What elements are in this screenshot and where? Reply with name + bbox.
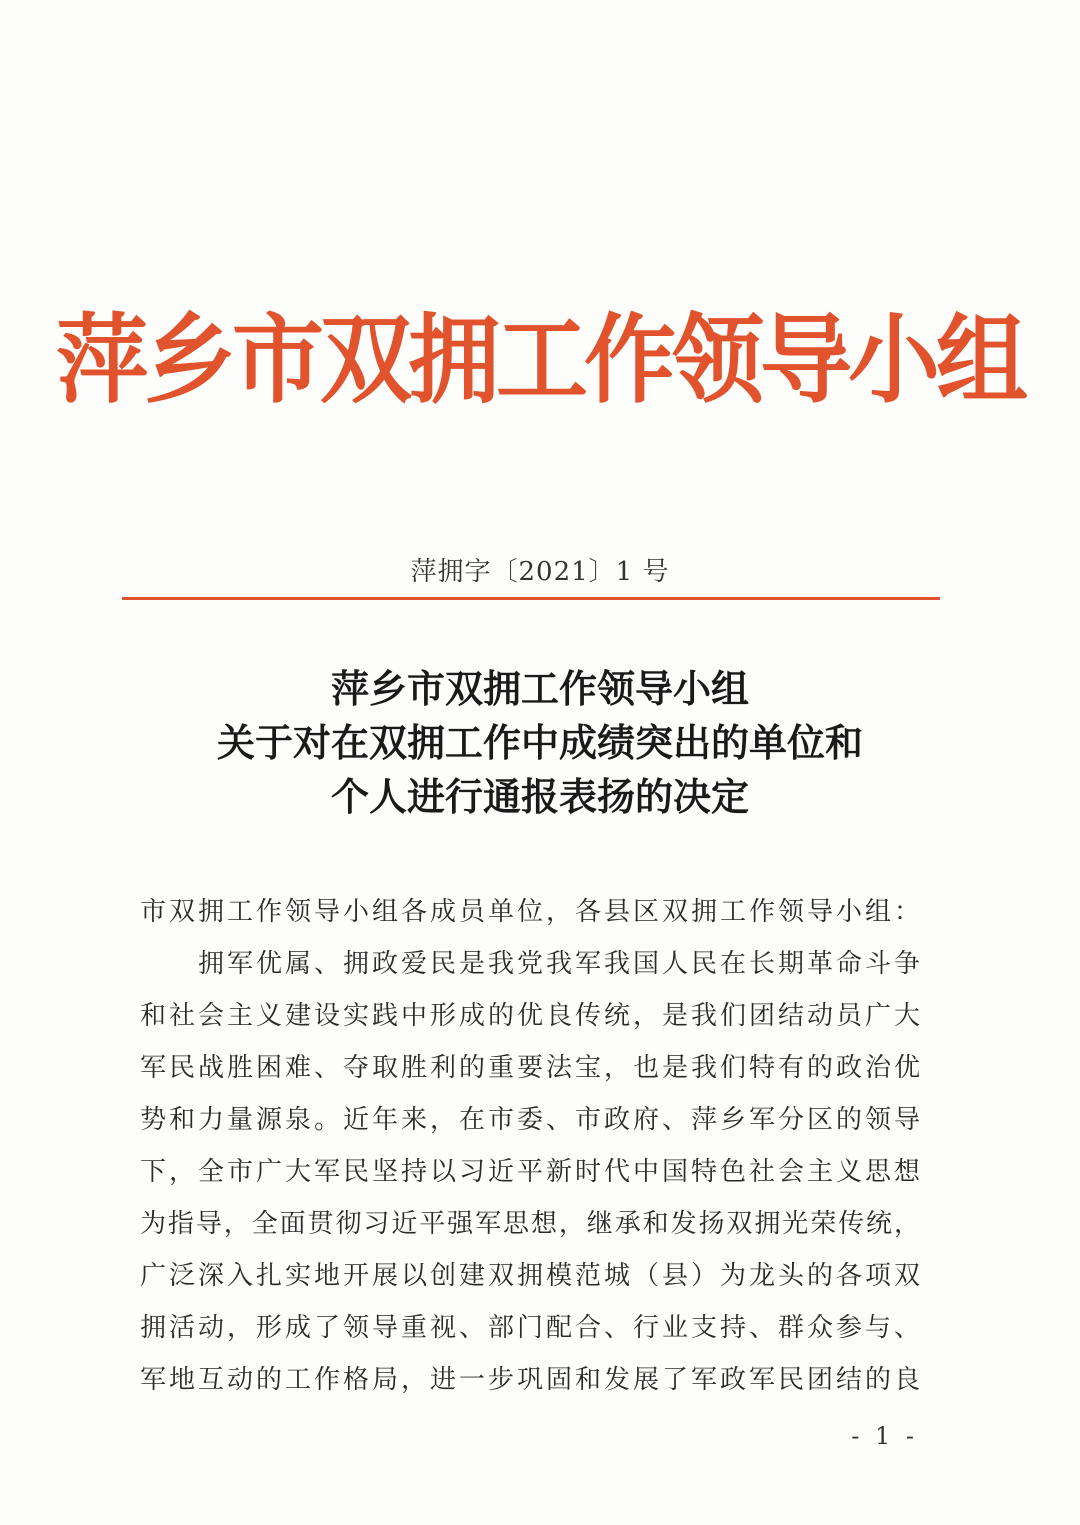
document-title-line: 萍乡市双拥工作领导小组	[330, 666, 749, 711]
red-divider-line	[122, 597, 940, 600]
document-number: 萍拥字〔2021〕1 号	[410, 557, 670, 587]
body-line: 拥活动，形成了领导重视、部门配合、行业支持、群众参与、	[140, 1313, 920, 1343]
body-line: 和社会主义建设实践中形成的优良传统，是我们团结动员广大	[140, 1001, 920, 1031]
organization-red-header: 萍乡市双拥工作领导小组	[55, 303, 1024, 417]
page-number: - 1 -	[851, 1422, 918, 1450]
body-line: 下，全市广大军民坚持以习近平新时代中国特色社会主义思想	[140, 1157, 920, 1187]
body-line: 广泛深入扎实地开展以创建双拥模范城（县）为龙头的各项双	[140, 1261, 920, 1291]
salutation-line: 市双拥工作领导小组各成员单位，各县区双拥工作领导小组：	[140, 897, 920, 927]
document-body	[140, 886, 920, 1406]
document-title-line: 关于对在双拥工作中成绩突出的单位和	[216, 720, 863, 765]
body-line: 军地互动的工作格局，进一步巩固和发展了军政军民团结的良	[140, 1365, 920, 1395]
body-line: 为指导，全面贯彻习近平强军思想，继承和发扬双拥光荣传统，	[140, 1209, 920, 1239]
body-line: 势和力量源泉。近年来，在市委、市政府、萍乡军分区的领导	[140, 1105, 920, 1135]
body-line: 军民战胜困难、夺取胜利的重要法宝，也是我们特有的政治优	[140, 1053, 920, 1083]
document-title	[0, 662, 1080, 824]
document-title-line: 个人进行通报表扬的决定	[330, 774, 749, 819]
body-line: 拥军优属、拥政爱民是我党我军我国人民在长期革命斗争	[198, 949, 920, 979]
